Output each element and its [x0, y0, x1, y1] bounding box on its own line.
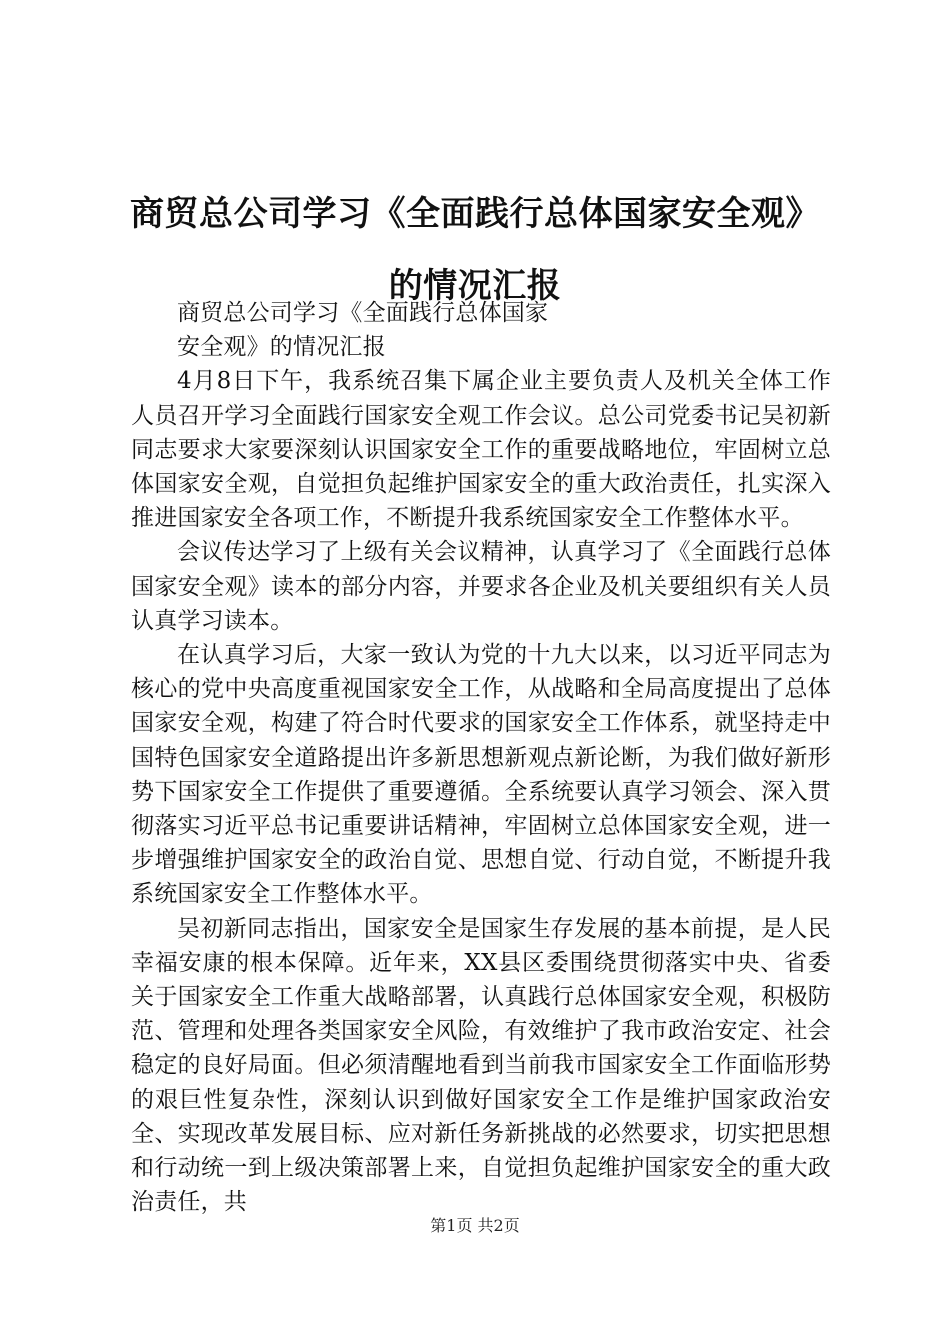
- title-line-2: 的情况汇报: [388, 266, 562, 306]
- subtitle-line-2: 安全观》的情况汇报: [177, 334, 386, 361]
- title-line-1: 商贸总公司学习《全面践行总体国家安全观》: [130, 194, 820, 234]
- paragraph-4: 吴初新同志指出，国家安全是国家生存发展的基本前提，是人民幸福安康的根本保障。近年来，XX县区委围绕贯彻落实中央、省委关于国家安全工作重大战略部署，认真践行总体国家安全观，积极防范、管理和处理各类国家安全风险，有效维护了我市政治安定、社会稳定的良好局面。但必须清醒地看到当前我市国家安全工作面临形势的艰巨性复杂性，深刻认识到做好国家安全工作是维护国家政治安全、实现改革发展目标、应对新任务新挑战的必然要求，切实把思想和行动统一到上级决策部署上来，自觉担负起维护国家安全的重大政治责任，共: [131, 915, 831, 1216]
- subtitle-line-1: 商贸总公司学习《全面践行总体国家: [177, 300, 549, 326]
- paragraph-1: 4月8日下午，我系统召集下属企业主要负责人及机关全体工作人员召开学习全面践行国家安全观工作会议。总公司党委书记吴初新同志要求大家要深刻认识国家安全工作的重要战略地位，牢固树立总体国家安全观，自觉担负起维护国家安全的重大政治责任，扎实深入推进国家安全各项工作，不断提升我系统国家安全工作整体水平。: [131, 368, 831, 532]
- paragraph-2: 会议传达学习了上级有关会议精神，认真学习了《全面践行总体国家安全观》读本的部分内容，并要求各企业及机关要组织有关人员认真学习读本。: [131, 539, 831, 634]
- paragraph-3: 在认真学习后，大家一致认为党的十九大以来，以习近平同志为核心的党中央高度重视国家安全工作，从战略和全局高度提出了总体国家安全观，构建了符合时代要求的国家安全工作体系，就坚持走中国特色国家安全道路提出许多新思想新观点新论断，为我们做好新形势下国家安全工作提供了重要遵循。全系统要认真学习领会、深入贯彻落实习近平总书记重要讲话精神，牢固树立总体国家安全观，进一步增强维护国家安全的政治自觉、思想自觉、行动自觉，不断提升我系统国家安全工作整体水平。: [131, 642, 831, 908]
- page-number-footer: 第1页 共2页: [430, 1216, 520, 1235]
- document-body: [131, 296, 831, 1219]
